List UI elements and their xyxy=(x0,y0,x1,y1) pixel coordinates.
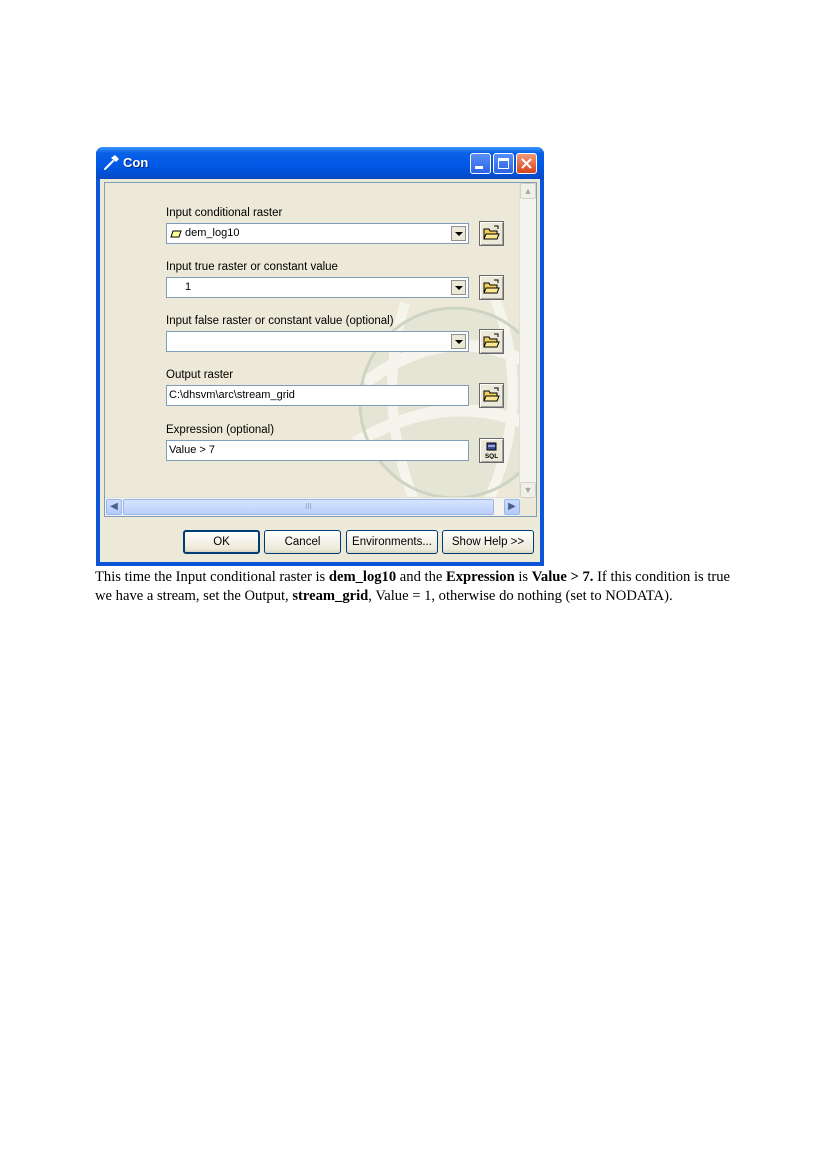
true-raster-value: 1 xyxy=(185,281,192,293)
conditional-raster-value: dem_log10 xyxy=(185,227,240,239)
true-raster-label: Input true raster or constant value xyxy=(166,261,338,273)
minimize-button[interactable] xyxy=(470,153,491,174)
chevron-up-icon: ▲ xyxy=(523,186,533,196)
false-raster-combo[interactable] xyxy=(166,331,469,352)
browse-conditional-button[interactable] xyxy=(479,221,504,246)
output-raster-value: C:\dhsvm\arc\stream_grid xyxy=(169,389,295,401)
caption-text-5: , Value = 1, otherwise do nothing (set to NODATA). xyxy=(368,588,673,604)
expression-label: Expression (optional) xyxy=(166,424,275,436)
caption-paragraph xyxy=(95,568,735,606)
scrollbar-corner xyxy=(520,498,536,516)
browse-output-button[interactable] xyxy=(479,383,504,408)
vertical-scrollbar[interactable] xyxy=(519,183,536,498)
caption-text-3: is xyxy=(514,569,532,585)
minimize-icon xyxy=(475,166,483,169)
scroll-up-button[interactable] xyxy=(520,183,536,199)
window-title: Con xyxy=(123,155,149,170)
caption-bold-value: Value > 7. xyxy=(531,569,594,585)
chevron-down-icon xyxy=(455,232,463,236)
chevron-down-icon: ▼ xyxy=(523,485,533,495)
raster-layer-icon xyxy=(170,230,182,238)
chevron-down-icon xyxy=(455,286,463,290)
open-folder-icon xyxy=(483,279,500,296)
scroll-left-button[interactable] xyxy=(106,499,122,515)
caption-bold-output: stream_grid xyxy=(292,588,369,604)
true-raster-dropdown[interactable] xyxy=(451,280,466,295)
conditional-raster-dropdown[interactable] xyxy=(451,226,466,241)
sql-icon-label: SQL xyxy=(484,453,499,459)
open-folder-icon xyxy=(483,225,500,242)
true-raster-combo[interactable] xyxy=(166,277,469,298)
open-folder-icon xyxy=(483,333,500,350)
browse-false-button[interactable] xyxy=(479,329,504,354)
scroll-right-button[interactable] xyxy=(504,499,520,515)
expression-value: Value > 7 xyxy=(169,444,215,456)
browse-true-button[interactable] xyxy=(479,275,504,300)
caption-text-1: This time the Input conditional raster is xyxy=(95,569,329,585)
scroll-grip: III xyxy=(305,502,312,511)
chevron-down-icon xyxy=(455,340,463,344)
scroll-down-button[interactable] xyxy=(520,482,536,498)
sql-builder-button[interactable] xyxy=(479,438,504,463)
con-dialog-window xyxy=(96,147,544,566)
sql-icon xyxy=(483,442,500,459)
open-folder-icon xyxy=(483,387,500,404)
ok-button[interactable]: OK xyxy=(183,530,260,554)
title-bar[interactable] xyxy=(96,147,544,179)
caption-bold-raster: dem_log10 xyxy=(328,569,397,585)
horizontal-scrollbar[interactable] xyxy=(105,497,522,516)
horizontal-scroll-thumb[interactable] xyxy=(123,499,494,515)
close-icon xyxy=(521,158,532,169)
conditional-raster-combo[interactable] xyxy=(166,223,469,244)
chevron-right-icon: ▶ xyxy=(508,501,516,512)
caption-bold-expression: Expression xyxy=(446,569,515,585)
false-raster-dropdown[interactable] xyxy=(451,334,466,349)
close-button[interactable] xyxy=(516,153,537,174)
hammer-icon xyxy=(103,154,120,171)
show-help-button[interactable]: Show Help >> xyxy=(442,530,534,554)
parameters-pane xyxy=(104,182,537,517)
output-raster-label: Output raster xyxy=(166,369,234,381)
output-raster-field[interactable] xyxy=(166,385,469,406)
false-raster-label: Input false raster or constant value (optional) xyxy=(166,315,394,327)
conditional-raster-label: Input conditional raster xyxy=(166,207,283,219)
environments-button[interactable]: Environments... xyxy=(346,530,438,554)
expression-field[interactable] xyxy=(166,440,469,461)
caption-text-2: and the xyxy=(396,569,447,585)
cancel-button[interactable]: Cancel xyxy=(264,530,341,554)
maximize-button[interactable] xyxy=(493,153,514,174)
chevron-left-icon: ◀ xyxy=(110,501,118,512)
maximize-icon xyxy=(498,158,509,169)
dialog-client-area xyxy=(100,179,540,562)
caption-text-4: If this condition is true we have a stream, set the Output, xyxy=(95,569,731,604)
